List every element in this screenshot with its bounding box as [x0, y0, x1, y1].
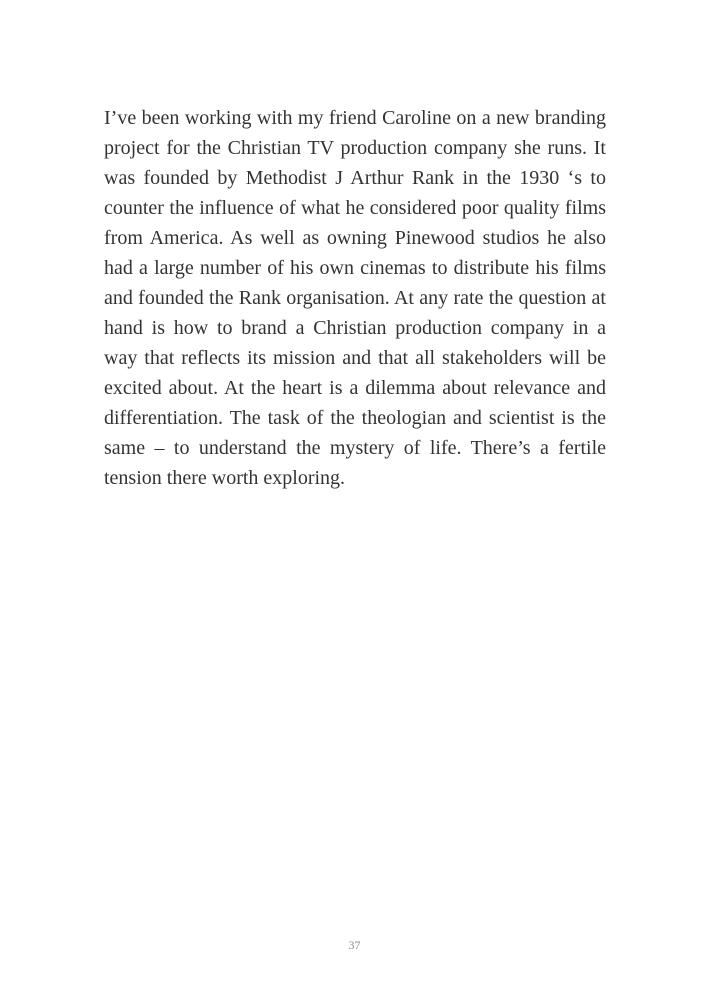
page-number: 37 — [348, 938, 361, 952]
body-text-paragraph: I’ve been working with my friend Caroline on a new branding project for the Christian TV production company she runs. It was founded by Methodist J Arthur Rank in the 1930 ‘s to counter the influence of what he considered poor quality films from America. As well as owning Pinewood studios he also had a large number of his own cinemas to distribute his films and founded the Rank organisation. At any rate the question at hand is how to brand a Christian production company in a way that reflects its mission and that all stakeholders will be excited about. At the heart is a dilemma about relevance and differentiation. The task of the theologian and scientist is the same – to understand the mystery of life. There’s a fertile tension there worth exploring. — [104, 107, 606, 489]
